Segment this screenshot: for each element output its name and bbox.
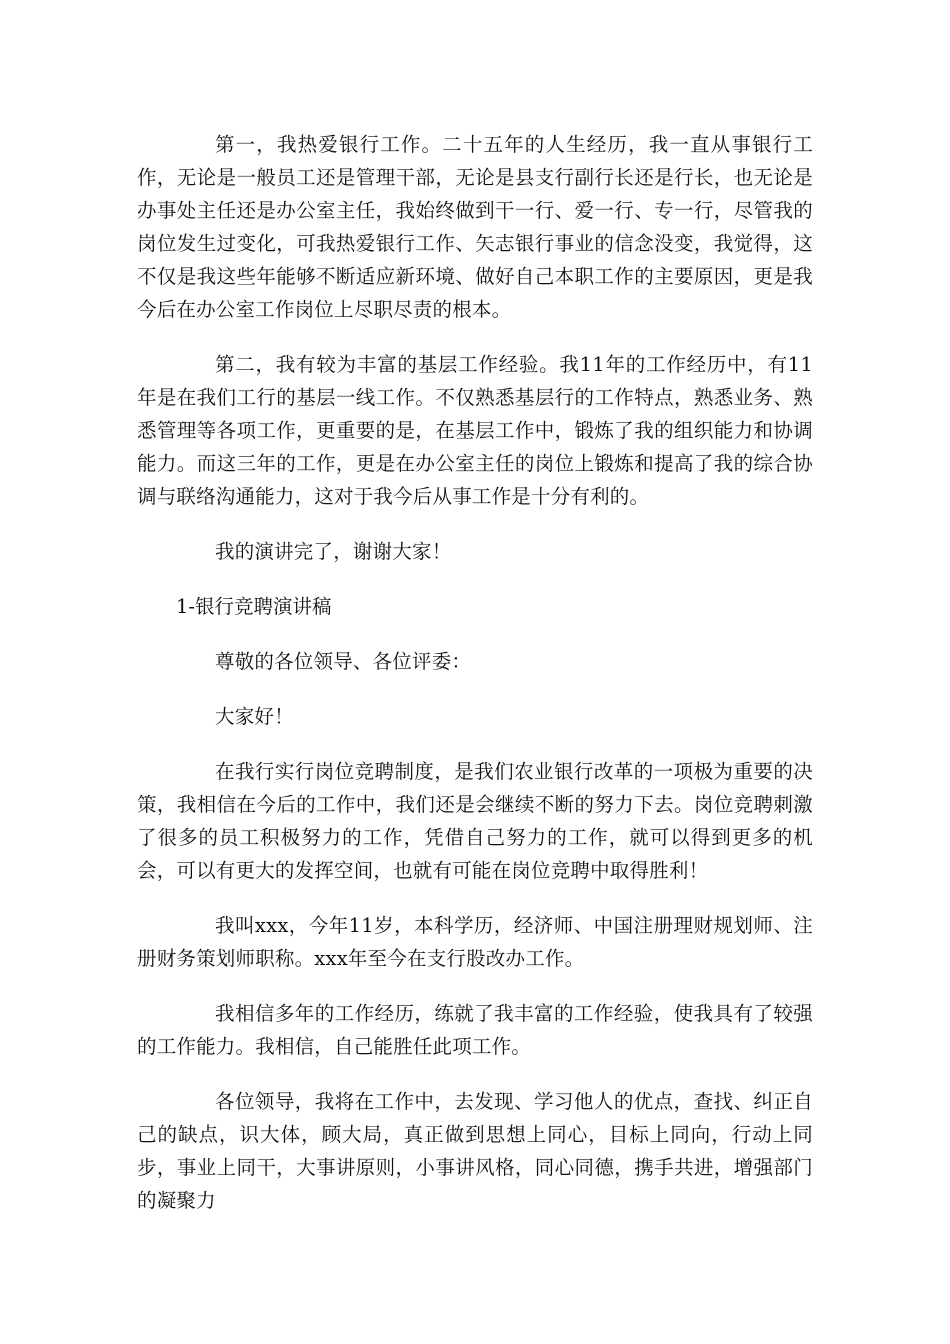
section-title: 1-银行竞聘演讲稿 [176,595,332,618]
paragraph-body-4: 各位领导，我将在工作中，去发现、学习他人的优点，查找、纠正自己的缺点，识大体，顾大局，真正做到思想上同心，目标上同向，行动上同步，事业上同干，大事讲原则，小事讲风格，同心同德，携手共进，增强部门的凝聚力 [137,1090,813,1212]
paragraph-second-point: 第二，我有较为丰富的基层工作经验。我11年的工作经历中，有11年是在我们工行的基层一线工作。不仅熟悉基层行的工作特点，熟悉业务、熟悉管理等各项工作，更重要的是，在基层工作中，锻炼了我的组织能力和协调能力。而这三年的工作，更是在办公室主任的岗位上锻炼和提高了我的综合协调与联络沟通能力，这对于我今后从事工作是十分有利的。 [137,353,813,508]
salutation: 尊敬的各位领导、各位评委： [215,650,472,673]
paragraph-body-3: 我相信多年的工作经历，练就了我丰富的工作经验，使我具有了较强的工作能力。我相信，自己能胜任此项工作。 [137,1002,813,1058]
paragraph-closing: 我的演讲完了，谢谢大家！ [215,540,452,563]
document-body [137,128,813,1239]
paragraph-first-point: 第一，我热爱银行工作。二十五年的人生经历，我一直从事银行工作，无论是一般员工还是管理干部，无论是县支行副行长还是行长，也无论是办事处主任还是办公室主任，我始终做到干一行、爱一行、专一行，尽管我的岗位发生过变化，可我热爱银行工作、矢志银行事业的信念没变，我觉得，这不仅是我这些年能够不断适应新环境、做好自己本职工作的主要原因，更是我今后在办公室工作岗位上尽职尽责的根本。 [137,133,813,321]
paragraph-body-2: 我叫xxx，今年11岁，本科学历，经济师、中国注册理财规划师、注册财务策划师职称。xxx年至今在支行股改办工作。 [137,914,813,970]
paragraph-body-1: 在我行实行岗位竞聘制度，是我们农业银行改革的一项极为重要的决策，我相信在今后的工作中，我们还是会继续不断的努力下去。岗位竞聘刺激了很多的员工积极努力的工作，凭借自己努力的工作，就可以得到更多的机会，可以有更大的发挥空间，也就有可能在岗位竞聘中取得胜利！ [137,760,813,882]
greeting: 大家好！ [215,705,294,728]
